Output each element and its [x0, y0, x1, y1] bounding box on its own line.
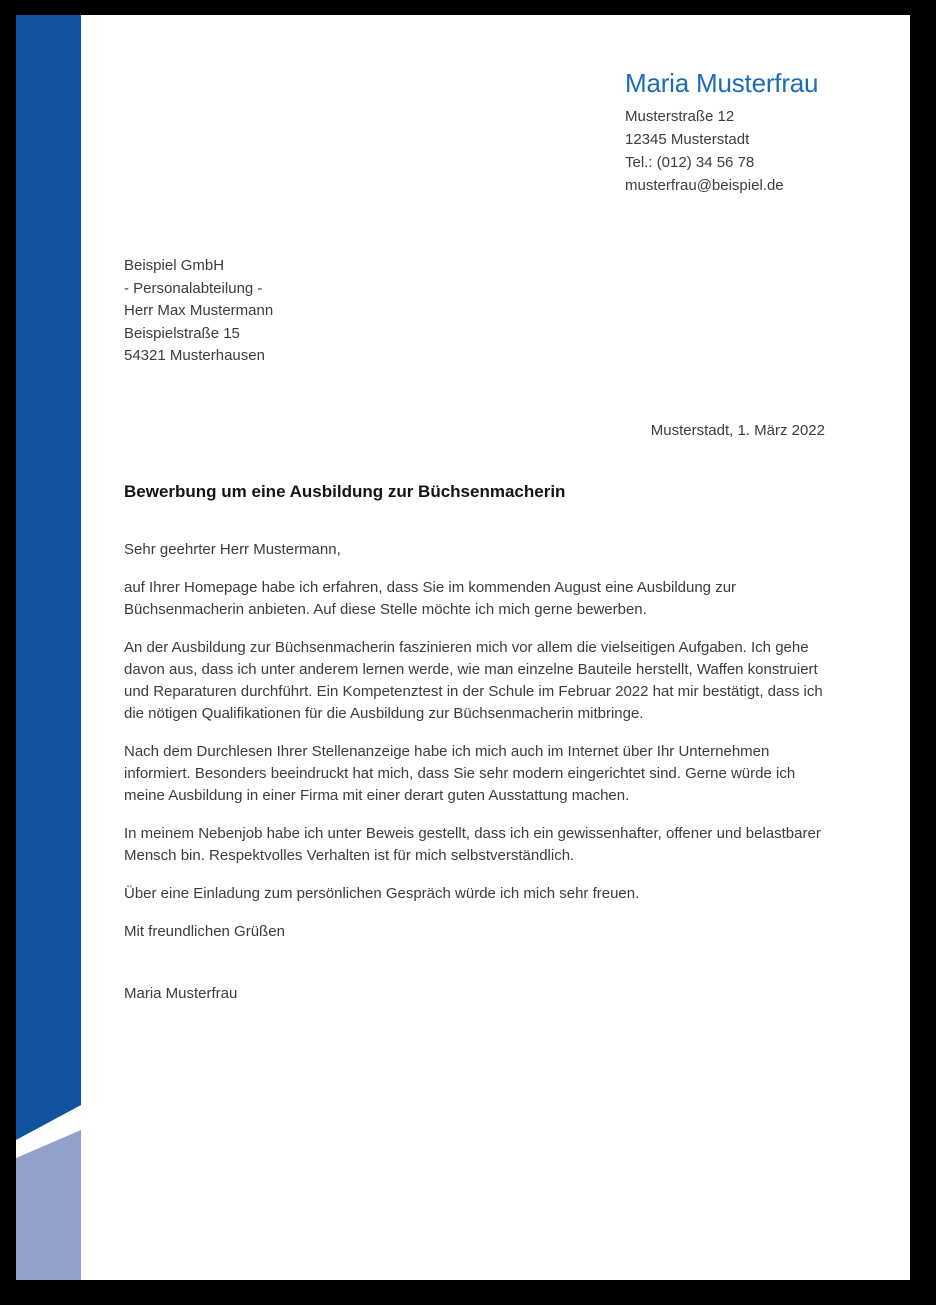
recipient-company: Beispiel GmbH	[124, 257, 225, 274]
dateline: Musterstadt, 1. März 2022	[650, 422, 825, 439]
recipient-street: Beispielstraße 15	[124, 324, 240, 342]
letter-page	[16, 15, 910, 1280]
body-paragraph: An der Ausbildung zur Büchsenmacherin faszinieren mich vor allem die vielseitigen Aufgaben. Ich gehe davon aus, dass ich unter anderem lernen werde, wie man einzelne Bauteile herstellt, Waffen konstruiert und Reparaturen durchführt. Ein Kompetenztest in der Schule im Februar 2022 hat mir bestätigt, dass ich die nötigen Qualifikationen für die Ausbildung zur Büchsenmacherin mitbringe.	[124, 639, 823, 722]
sender-city: 12345 Musterstadt	[625, 131, 750, 148]
sender-block	[625, 67, 865, 197]
letter-body	[124, 539, 836, 1021]
sender-street: Musterstraße 12	[625, 108, 735, 125]
body-paragraph: auf Ihrer Homepage habe ich erfahren, dass Sie im kommenden August eine Ausbildung zur Büchsenmacherin anbieten. Auf diese Stelle möchte ich mich gerne bewerben.	[124, 579, 737, 618]
left-stripe-light-decoration	[16, 1130, 81, 1280]
salutation: Sehr geehrter Herr Mustermann,	[124, 541, 341, 558]
recipient-city: 54321 Musterhausen	[124, 347, 265, 364]
sender-name: Maria Musterfrau	[625, 68, 819, 98]
body-paragraph: Über eine Einladung zum persönlichen Gespräch würde ich mich sehr freuen.	[124, 885, 640, 902]
body-paragraph: Nach dem Durchlesen Ihrer Stellenanzeige habe ich mich auch im Internet über Ihr Unternehmen informiert. Besonders beeindruckt hat mich, dass Sie sehr modern eingerichtet sind. Gerne würde ich meine Ausbildung in einer Firma mit einer derart guten Ausstattung machen.	[124, 743, 796, 804]
subject-line: Bewerbung um eine Ausbildung zur Büchsenmacherin	[124, 482, 566, 501]
sender-email: musterfrau@beispiel.de	[625, 177, 784, 194]
left-stripe-dark-decoration	[16, 15, 81, 1140]
recipient-contact-person: Herr Max Mustermann	[124, 302, 274, 319]
closing-phrase: Mit freundlichen Grüßen	[124, 923, 285, 940]
signature-name: Maria Musterfrau	[124, 985, 238, 1002]
recipient-block	[124, 255, 273, 368]
body-paragraph: In meinem Nebenjob habe ich unter Beweis gestellt, dass ich ein gewissenhafter, offener und belastbarer Mensch bin. Respektvolles Verhalten ist für mich selbstverständlich.	[124, 825, 821, 864]
sender-phone: Tel.: (012) 34 56 78	[625, 154, 755, 171]
recipient-department: - Personalabteilung -	[124, 279, 263, 297]
